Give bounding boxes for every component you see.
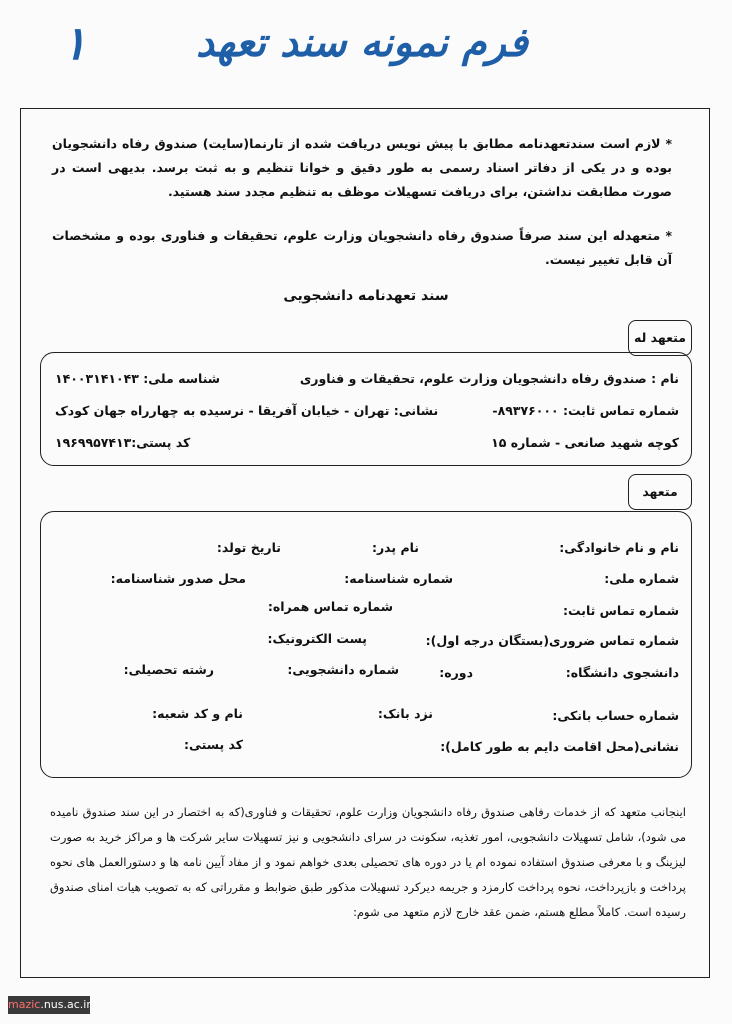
field-issue: محل صدور شناسنامه: [110,571,246,586]
handwritten-title [22,8,702,78]
footer-rest: .nus.ac.ir [40,998,91,1011]
field-fullname: نام و نام خانوادگی: [559,540,679,555]
field-bank-account: شماره حساب بانکی: [552,708,679,723]
watermark-footer [8,996,90,1014]
commitment-paragraph: اینجانب متعهد که از خدمات رفاهی صندوق رفاه دانشجویان وزارت علوم، تحقیقات و فناوری(که به اختصار در این سند صندوق نامیده می شود)، شامل تسهیلات دانشجویی، امور تغذیه، سکونت در سرای دانشجویی و نیز تسهیلات سایر شرکت ها و مراکز خرید به صورت لیزینگ و با معرفی صندوق استفاده نموده ام یا در دوره های تحصیلی بعدی خواهم نمود و از مفاد آیین نامه ها و دستورالعمل های نحوه پرداخت و بازپرداخت، نحوه پرداخت کارمزد و جریمه دیرکرد تسهیلات مذکور طبق ضوابط و مقرراتی که به تصویب هیات امنای صندوق رسیده است. کاملاً مطلع هستم، ضمن عقد خارج لازم متعهد می شوم: [50,805,686,919]
obligee-name: نام : صندوق رفاه دانشجویان وزارت علوم، تحقیقات و فناوری [299,371,679,386]
field-major: رشته تحصیلی: [123,662,214,677]
footer-red: mazic [8,998,41,1011]
field-birth: تاریخ تولد: [216,540,281,555]
section-tag-obligor: متعهد [628,474,692,510]
field-idnum: شماره شناسنامه: [344,571,453,586]
obligee-postal: کد پستی:۱۹۶۹۹۵۷۴۱۳ [55,435,191,450]
section-tag-obligee: متعهد له [628,320,692,356]
note-2: * متعهدله این سند صرفاً صندوق رفاه دانشجویان وزارت علوم، تحقیقات و فناوری بوده و مشخصات آن قابل تغییر نیست. [52,228,672,267]
obligee-address-1: نشانی: تهران - خیابان آفریقا - نرسیده به چهارراه جهان کودک [55,403,439,418]
handwritten-title-text: فرم نمونه سند تعهد [196,19,528,66]
note-1: * لازم است سندتعهدنامه مطابق با پیش نویس دریافت شده از تارنما(سایت) صندوق رفاه دانشجویان بوده و در یکی از دفاتر اسناد رسمی به طور دقیق و خوانا تنظیم و به ثبت برسد. بدیهی است در صورت مطابقت نداشتن، برای دریافت تسهیلات موظف به تنظیم مجدد سند هستید. [52,136,672,199]
obligor-box [40,511,692,778]
document-title: سند تعهدنامه دانشجویی [283,288,449,304]
field-course: دوره: [439,665,473,680]
field-branch: نام و کد شعبه: [152,706,243,721]
field-bank: نزد بانک: [377,706,433,721]
field-address: نشانی(محل اقامت دایم به طور کامل): [440,739,679,754]
field-university: دانشجوی دانشگاه: [565,665,679,680]
obligee-phone: شماره تماس ثابت: ۸۹۳۷۶۰۰۰- [492,403,679,418]
field-mobile: شماره تماس همراه: [267,599,393,614]
field-national: شماره ملی: [604,571,679,586]
field-phone: شماره تماس ثابت: [563,603,679,618]
obligee-national-id: شناسه ملی: ۱۴۰۰۳۱۴۱۰۴۳ [55,371,221,386]
field-email: پست الکترونیک: [267,631,367,646]
field-student-no: شماره دانشجویی: [287,662,399,677]
handwritten-number: ۱ [62,16,87,70]
field-father: نام پدر: [371,540,419,555]
field-postal: کد پستی: [183,737,243,752]
obligee-box [40,352,692,466]
field-emergency: شماره تماس ضروری(بستگان درجه اول): [425,633,679,648]
obligee-address-2: کوچه شهید صانعی - شماره ۱۵ [491,435,679,450]
